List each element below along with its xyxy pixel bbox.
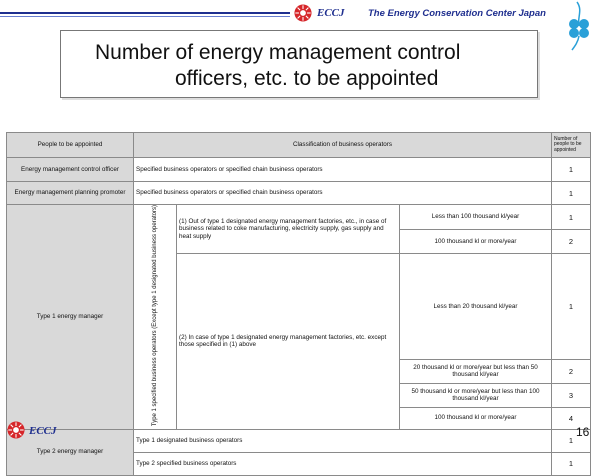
col-header-classification: Classification of business operators — [134, 133, 552, 158]
table-row — [7, 429, 591, 452]
header-rule — [0, 12, 290, 14]
clover-icon — [557, 0, 599, 52]
case2-threshold: Less than 20 thousand kl/year — [400, 254, 552, 360]
row-label-type2: Type 2 energy manager — [7, 429, 134, 475]
col-header-number: Number of people to be appointed — [552, 133, 591, 158]
row-number: 1 — [552, 452, 591, 475]
page-title-line2: officers, etc. to be appointed — [175, 67, 439, 90]
row-number: 1 — [552, 254, 591, 360]
header-brand: ECCJ — [317, 7, 345, 19]
row-classification: Type 1 designated business operators — [134, 429, 552, 452]
eccj-logo-icon — [294, 4, 312, 22]
row-label: Energy management planning promoter — [7, 182, 134, 205]
page-title-line1: Number of energy management control — [95, 41, 461, 64]
case2-threshold: 50 thousand kl or more/year but less than 100 thousand kl/year — [400, 383, 552, 407]
type1-case1: (1) Out of type 1 designated energy management factories, etc., in case of business related to coke manufacturing, electricity supply, gas supply and heat supply — [177, 205, 400, 254]
table-row — [7, 158, 591, 182]
eccj-logo-icon — [7, 421, 25, 439]
col-header-people: People to be appointed — [7, 133, 134, 158]
row-number: 1 — [552, 205, 591, 230]
row-number: 2 — [552, 230, 591, 254]
row-number: 1 — [552, 429, 591, 452]
appointment-table — [6, 132, 591, 476]
table-row — [7, 205, 591, 230]
page-number: 16 — [576, 425, 590, 439]
case2-threshold: 100 thousand kl or more/year — [400, 407, 552, 429]
row-number: 3 — [552, 383, 591, 407]
case1-threshold: Less than 100 thousand kl/year — [400, 205, 552, 230]
table-row — [7, 182, 591, 205]
header-rule-thin — [0, 16, 290, 17]
row-number: 2 — [552, 359, 591, 383]
case1-threshold: 100 thousand kl or more/year — [400, 230, 552, 254]
table-header-row — [7, 133, 591, 158]
row-classification: Specified business operators or specified chain business operators — [134, 182, 552, 205]
row-label-type1: Type 1 energy manager — [7, 205, 134, 430]
case2-threshold: 20 thousand kl or more/year but less than 50 thousand kl/year — [400, 359, 552, 383]
type1-operators-text: Type 1 specified business operators (Except type 1 designated business operators) — [151, 205, 158, 427]
header-organization: The Energy Conservation Center Japan — [368, 8, 546, 19]
row-number: 1 — [552, 158, 591, 182]
row-number: 4 — [552, 407, 591, 429]
footer-brand: ECCJ — [29, 425, 57, 437]
row-label: Energy management control officer — [7, 158, 134, 182]
title-box — [60, 30, 538, 98]
row-number: 1 — [552, 182, 591, 205]
row-classification: Type 2 specified business operators — [134, 452, 552, 475]
type1-operators-cell — [134, 205, 177, 430]
type1-case2: (2) In case of type 1 designated energy management factories, etc. except those specified in (1) above — [177, 254, 400, 430]
row-classification: Specified business operators or specified chain business operators — [134, 158, 552, 182]
